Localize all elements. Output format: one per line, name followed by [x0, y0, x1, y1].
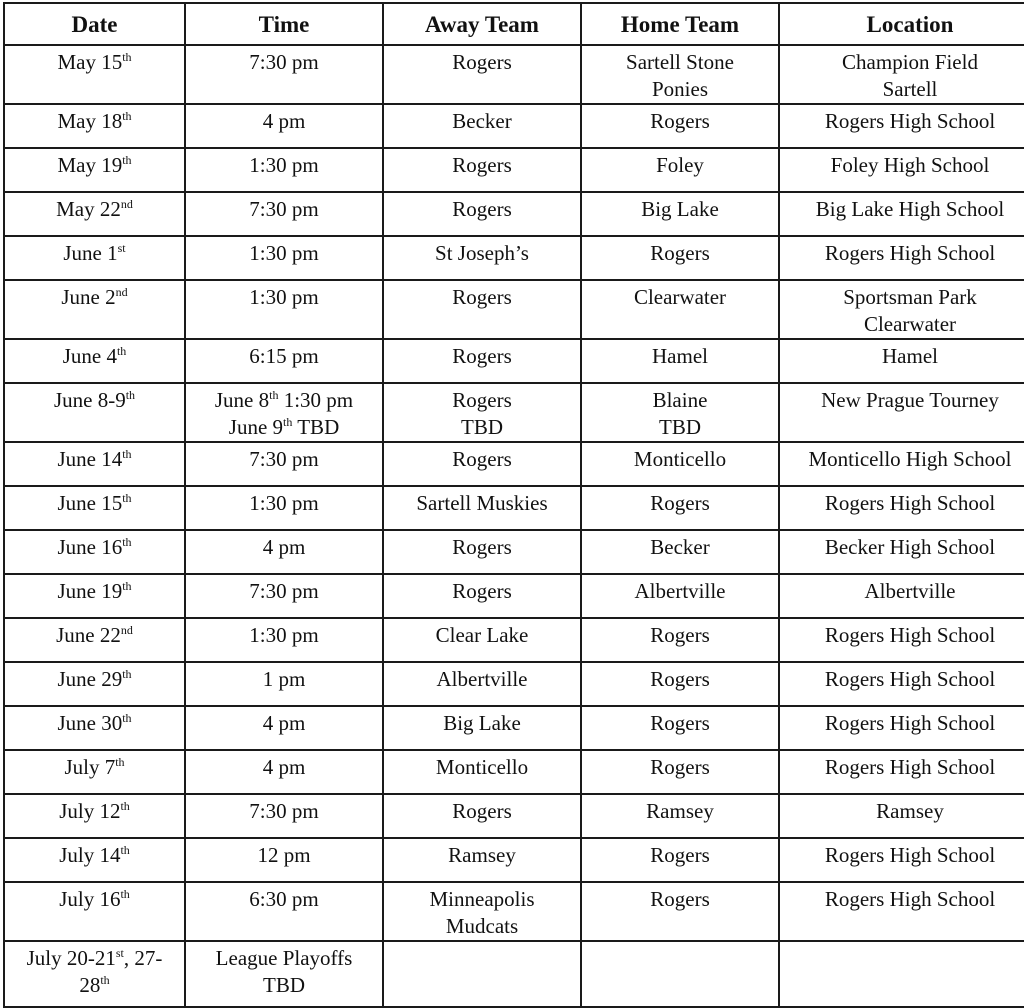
cell-date	[4, 574, 185, 618]
header-time: Time	[185, 3, 383, 45]
cell-text: Clear Lake	[435, 623, 529, 647]
cell-text: Rogers	[452, 344, 512, 368]
cell-location	[779, 236, 1024, 280]
cell-text: June 8-9th	[53, 388, 136, 412]
cell-text: Minneapolis	[429, 887, 535, 911]
cell-away-team	[383, 794, 581, 838]
cell-location	[779, 104, 1024, 148]
cell-home-team	[581, 280, 779, 339]
cell-away-team	[383, 706, 581, 750]
cell-text: Rogers High School	[824, 667, 996, 691]
cell-text: Rogers	[452, 50, 512, 74]
cell-time	[185, 574, 383, 618]
cell-date	[4, 941, 185, 1007]
cell-date	[4, 750, 185, 794]
cell-date	[4, 104, 185, 148]
cell-text: 4 pm	[262, 711, 306, 735]
table-row	[4, 618, 1024, 662]
cell-date	[4, 236, 185, 280]
header-away-team: Away Team	[383, 3, 581, 45]
ordinal-suffix: th	[122, 447, 132, 461]
cell-away-team	[383, 148, 581, 192]
cell-time	[185, 339, 383, 383]
cell-text: 6:15 pm	[249, 344, 319, 368]
cell-home-team	[581, 486, 779, 530]
cell-location	[779, 530, 1024, 574]
cell-text: Rogers High School	[824, 711, 996, 735]
table-row	[4, 148, 1024, 192]
cell-text: Rogers	[650, 843, 710, 867]
cell-text: 1:30 pm	[249, 285, 319, 309]
cell-date	[4, 662, 185, 706]
table-row	[4, 236, 1024, 280]
cell-time	[185, 882, 383, 941]
ordinal-suffix: nd	[115, 285, 128, 299]
header-row	[4, 3, 1024, 45]
cell-text: League Playoffs	[215, 946, 353, 970]
cell-text: June 9th TBD	[228, 415, 340, 439]
ordinal-suffix: th	[115, 755, 125, 769]
table-row	[4, 280, 1024, 339]
cell-time	[185, 706, 383, 750]
schedule-table	[3, 2, 1024, 1008]
cell-time	[185, 838, 383, 882]
cell-text: Ramsey	[448, 843, 516, 867]
cell-text: Rogers	[650, 711, 710, 735]
cell-text: Albertville	[864, 579, 956, 603]
cell-text: 4 pm	[262, 535, 306, 559]
cell-date	[4, 280, 185, 339]
table-row	[4, 192, 1024, 236]
cell-text: June 19th	[57, 579, 132, 603]
cell-away-team	[383, 750, 581, 794]
cell-text: TBD	[263, 973, 305, 997]
cell-text: Rogers	[452, 388, 512, 412]
cell-away-team	[383, 486, 581, 530]
cell-date	[4, 45, 185, 104]
cell-location	[779, 574, 1024, 618]
ordinal-suffix: th	[122, 50, 132, 64]
cell-time	[185, 750, 383, 794]
table-row	[4, 339, 1024, 383]
cell-text: Rogers	[452, 447, 512, 471]
cell-location	[779, 794, 1024, 838]
cell-text: May 18th	[57, 109, 132, 133]
cell-time	[185, 530, 383, 574]
cell-date	[4, 794, 185, 838]
ordinal-suffix: st	[117, 241, 126, 255]
table-row	[4, 383, 1024, 442]
cell-home-team	[581, 882, 779, 941]
cell-text: Clearwater	[863, 312, 957, 336]
ordinal-suffix: th	[269, 388, 279, 402]
cell-home-team	[581, 574, 779, 618]
cell-away-team	[383, 838, 581, 882]
ordinal-suffix: th	[120, 799, 130, 813]
cell-text: Ramsey	[646, 799, 714, 823]
cell-date	[4, 148, 185, 192]
cell-text: 12 pm	[257, 843, 311, 867]
cell-home-team	[581, 838, 779, 882]
cell-date	[4, 706, 185, 750]
ordinal-suffix: th	[122, 579, 132, 593]
ordinal-suffix: th	[122, 535, 132, 549]
cell-text: Rogers	[650, 667, 710, 691]
cell-home-team	[581, 941, 779, 1007]
cell-location	[779, 941, 1024, 1007]
cell-location	[779, 280, 1024, 339]
cell-text: Monticello High School	[808, 447, 1012, 471]
cell-time	[185, 618, 383, 662]
header-date: Date	[4, 3, 185, 45]
cell-text: St Joseph’s	[435, 241, 529, 265]
cell-text: June 29th	[57, 667, 132, 691]
header-location: Location	[779, 3, 1024, 45]
cell-text: June 15th	[57, 491, 132, 515]
cell-text: TBD	[659, 415, 701, 439]
cell-text: Rogers High School	[824, 491, 996, 515]
cell-home-team	[581, 148, 779, 192]
cell-location	[779, 750, 1024, 794]
table-row	[4, 104, 1024, 148]
table-body	[4, 45, 1024, 1007]
cell-text: Clearwater	[633, 285, 727, 309]
cell-location	[779, 838, 1024, 882]
ordinal-suffix: th	[122, 153, 132, 167]
cell-away-team	[383, 236, 581, 280]
cell-location	[779, 192, 1024, 236]
table-row	[4, 706, 1024, 750]
ordinal-suffix: nd	[120, 197, 133, 211]
cell-text: Albertville	[634, 579, 726, 603]
cell-date	[4, 383, 185, 442]
cell-time	[185, 662, 383, 706]
cell-location	[779, 45, 1024, 104]
cell-text: New Prague Tourney	[821, 388, 999, 412]
cell-text: Sartell Stone	[626, 50, 734, 74]
cell-text: May 15th	[57, 50, 132, 74]
cell-text: Foley	[656, 153, 704, 177]
cell-away-team	[383, 280, 581, 339]
cell-home-team	[581, 750, 779, 794]
cell-away-team	[383, 662, 581, 706]
cell-text: 28th	[79, 973, 110, 997]
cell-text: Rogers	[452, 579, 512, 603]
cell-location	[779, 618, 1024, 662]
cell-home-team	[581, 618, 779, 662]
table-row	[4, 45, 1024, 104]
cell-away-team	[383, 574, 581, 618]
cell-text: Hamel	[882, 344, 938, 368]
cell-away-team	[383, 383, 581, 442]
cell-date	[4, 442, 185, 486]
cell-text: Rogers	[452, 285, 512, 309]
cell-text: June 1st	[63, 241, 126, 265]
cell-text: Mudcats	[445, 914, 519, 938]
cell-text: Rogers	[452, 799, 512, 823]
cell-text: Rogers High School	[824, 241, 996, 265]
cell-time	[185, 104, 383, 148]
cell-time	[185, 148, 383, 192]
cell-text: June 22nd	[56, 623, 133, 647]
cell-time	[185, 280, 383, 339]
cell-text: 1:30 pm	[249, 241, 319, 265]
cell-text: Ramsey	[876, 799, 944, 823]
table-row	[4, 750, 1024, 794]
ordinal-suffix: th	[122, 711, 132, 725]
table-row	[4, 486, 1024, 530]
cell-home-team	[581, 530, 779, 574]
cell-text: June 2nd	[61, 285, 128, 309]
cell-time	[185, 941, 383, 1007]
cell-away-team	[383, 442, 581, 486]
cell-text: June 14th	[57, 447, 132, 471]
cell-time	[185, 45, 383, 104]
cell-away-team	[383, 530, 581, 574]
cell-text: TBD	[461, 415, 503, 439]
cell-text: Rogers	[650, 241, 710, 265]
cell-text: 7:30 pm	[249, 799, 319, 823]
cell-text: Sportsman Park	[843, 285, 977, 309]
cell-date	[4, 192, 185, 236]
cell-text: Ponies	[651, 77, 708, 101]
cell-location	[779, 486, 1024, 530]
cell-away-team	[383, 941, 581, 1007]
cell-text: July 12th	[59, 799, 130, 823]
cell-time	[185, 383, 383, 442]
cell-text: Rogers	[452, 197, 512, 221]
cell-location	[779, 662, 1024, 706]
table-row	[4, 941, 1024, 1007]
ordinal-suffix: th	[122, 109, 132, 123]
cell-text: June 30th	[57, 711, 132, 735]
cell-text: May 19th	[57, 153, 132, 177]
cell-text: July 14th	[59, 843, 130, 867]
cell-text: Rogers	[452, 535, 512, 559]
cell-text: Monticello	[435, 755, 529, 779]
cell-text: 7:30 pm	[249, 447, 319, 471]
cell-text: June 4th	[62, 344, 127, 368]
cell-text: Rogers High School	[824, 843, 996, 867]
cell-text: Monticello	[633, 447, 727, 471]
cell-time	[185, 794, 383, 838]
cell-text: Rogers High School	[824, 887, 996, 911]
cell-text: Rogers	[650, 109, 710, 133]
cell-text: June 16th	[57, 535, 132, 559]
cell-text: 1:30 pm	[249, 623, 319, 647]
cell-location	[779, 442, 1024, 486]
cell-text: 4 pm	[262, 109, 306, 133]
cell-text: Rogers High School	[824, 755, 996, 779]
cell-home-team	[581, 662, 779, 706]
table-row	[4, 442, 1024, 486]
cell-home-team	[581, 192, 779, 236]
cell-home-team	[581, 442, 779, 486]
table-row	[4, 530, 1024, 574]
cell-time	[185, 486, 383, 530]
cell-time	[185, 192, 383, 236]
cell-time	[185, 236, 383, 280]
cell-date	[4, 838, 185, 882]
ordinal-suffix: th	[125, 388, 136, 402]
cell-text: Champion Field	[842, 50, 978, 74]
cell-text: Rogers	[650, 623, 710, 647]
cell-date	[4, 530, 185, 574]
cell-text: July 7th	[64, 755, 125, 779]
cell-time	[185, 442, 383, 486]
cell-text: Becker High School	[824, 535, 996, 559]
cell-text: 7:30 pm	[249, 197, 319, 221]
cell-home-team	[581, 236, 779, 280]
cell-location	[779, 148, 1024, 192]
cell-text: Rogers	[650, 887, 710, 911]
table-row	[4, 662, 1024, 706]
cell-home-team	[581, 45, 779, 104]
cell-away-team	[383, 618, 581, 662]
cell-location	[779, 339, 1024, 383]
cell-text: 1:30 pm	[249, 491, 319, 515]
ordinal-suffix: st	[115, 946, 124, 960]
cell-home-team	[581, 383, 779, 442]
cell-away-team	[383, 339, 581, 383]
cell-text: Rogers High School	[824, 109, 996, 133]
cell-text: July 16th	[59, 887, 130, 911]
ordinal-suffix: th	[116, 344, 127, 358]
cell-text: Sartell Muskies	[416, 491, 548, 515]
cell-text: Hamel	[652, 344, 708, 368]
cell-date	[4, 339, 185, 383]
ordinal-suffix: th	[122, 491, 132, 505]
cell-text: Blaine	[652, 388, 708, 412]
table-row	[4, 794, 1024, 838]
cell-home-team	[581, 104, 779, 148]
cell-away-team	[383, 882, 581, 941]
ordinal-suffix: nd	[120, 623, 133, 637]
cell-location	[779, 383, 1024, 442]
cell-text: Rogers High School	[824, 623, 996, 647]
cell-date	[4, 882, 185, 941]
cell-text: Big Lake High School	[815, 197, 1005, 221]
cell-text: July 20-21st, 27-	[26, 946, 163, 970]
table-row	[4, 838, 1024, 882]
ordinal-suffix: th	[120, 887, 130, 901]
cell-date	[4, 618, 185, 662]
cell-away-team	[383, 104, 581, 148]
cell-text: 4 pm	[262, 755, 306, 779]
cell-away-team	[383, 45, 581, 104]
cell-text: 6:30 pm	[249, 887, 319, 911]
cell-home-team	[581, 706, 779, 750]
cell-text: 1:30 pm	[249, 153, 319, 177]
ordinal-suffix: th	[120, 843, 130, 857]
cell-text: Rogers	[650, 491, 710, 515]
cell-text: 7:30 pm	[249, 50, 319, 74]
cell-location	[779, 706, 1024, 750]
cell-location	[779, 882, 1024, 941]
cell-text: Big Lake	[443, 711, 521, 735]
cell-text: Albertville	[436, 667, 528, 691]
cell-text: Rogers	[650, 755, 710, 779]
table-row	[4, 882, 1024, 941]
cell-home-team	[581, 794, 779, 838]
cell-text: Rogers	[452, 153, 512, 177]
cell-date	[4, 486, 185, 530]
ordinal-suffix: th	[283, 415, 293, 429]
cell-home-team	[581, 339, 779, 383]
table-row	[4, 574, 1024, 618]
cell-text: May 22nd	[56, 197, 133, 221]
cell-text: 7:30 pm	[249, 579, 319, 603]
ordinal-suffix: th	[100, 973, 110, 987]
header-home-team: Home Team	[581, 3, 779, 45]
cell-text: Foley High School	[830, 153, 990, 177]
cell-away-team	[383, 192, 581, 236]
cell-text: Sartell	[882, 77, 938, 101]
cell-text: Becker	[650, 535, 710, 559]
cell-text: 1 pm	[262, 667, 306, 691]
cell-text: Big Lake	[641, 197, 719, 221]
ordinal-suffix: th	[122, 667, 132, 681]
cell-text: June 8th 1:30 pm	[214, 388, 354, 412]
cell-text: Becker	[452, 109, 512, 133]
